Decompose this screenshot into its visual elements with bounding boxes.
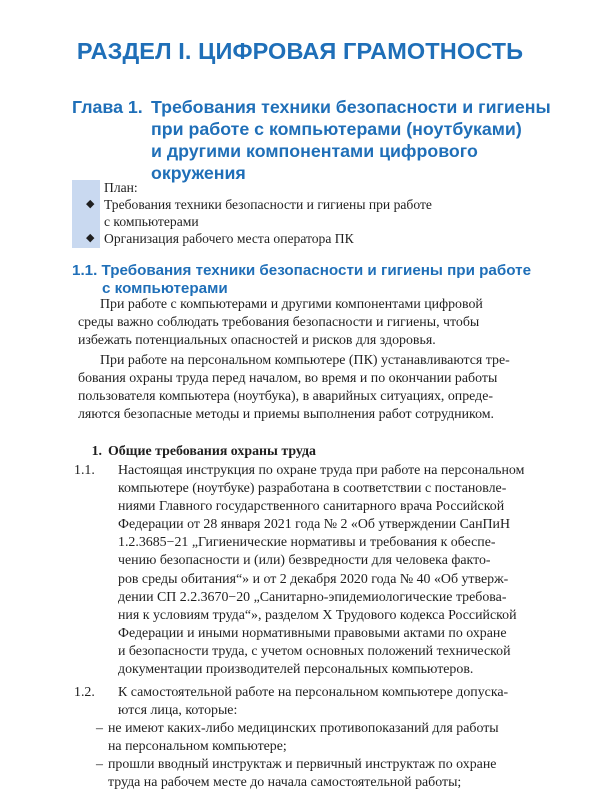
list-item <box>78 720 533 756</box>
text-line: ния к условиям труда“», разделом X Трудового кодекса Российской <box>118 607 517 623</box>
text-line: ров среды обитания“» и от 2 декабря 2020 года № 40 «Об утверж- <box>118 571 509 587</box>
item-1-2 <box>74 684 534 720</box>
subsection-heading <box>72 262 542 298</box>
item-number: 1.2. <box>74 685 95 700</box>
dash-marker: – <box>96 757 103 773</box>
dash-marker: – <box>96 721 103 736</box>
text-line: на персональном компьютере; <box>108 739 287 755</box>
requirements-list <box>78 720 533 792</box>
heading-text: Общие требования охраны труда <box>108 444 316 459</box>
plan-box <box>86 179 506 247</box>
text-line: документации производителей персональных компьютеров. <box>118 662 474 678</box>
text-line: пользователя компьютера (ноутбука), в аварийных ситуациях, опреде- <box>78 389 494 405</box>
paragraph-2 <box>78 352 533 424</box>
text-line: ляются безопасные методы и приемы выполнения работ сотрудником. <box>78 407 495 423</box>
text-line: и безопасности труда, с учетом основных положений технической <box>118 643 511 659</box>
section-title: РАЗДЕЛ I. ЦИФРОВАЯ ГРАМОТНОСТЬ <box>76 38 524 64</box>
general-requirements-heading <box>78 444 316 460</box>
text-line: труда на рабочем месте до начала самостоятельной работы; <box>108 775 462 791</box>
heading-number: 1. <box>91 444 102 459</box>
plan-item-line: с компьютерами <box>104 214 199 229</box>
subsection-line: с компьютерами <box>102 280 228 297</box>
text-line: Федерации от 28 января 2021 года № 2 «Об утверждении СанПиН <box>118 517 510 533</box>
bullet-icon: ◆ <box>86 232 95 244</box>
text-line: Настоящая инструкция по охране труда при работе на персональном <box>118 463 525 478</box>
chapter-title-line: окружения <box>151 163 246 183</box>
text-line: При работе с компьютерами и другими компонентами цифровой <box>100 297 483 312</box>
plan-item-line: Организация рабочего места оператора ПК <box>104 231 354 246</box>
chapter-number: Глава 1. <box>72 97 143 117</box>
text-line: дении СП 2.2.3670−20 „Санитарно-эпидемиологические требова- <box>118 589 507 605</box>
text-line: При работе на персональном компьютере (ПК) устанавливаются тре- <box>100 353 510 368</box>
text-line: ются лица, которые: <box>118 703 238 719</box>
text-line: чению безопасности и (или) безвредности для человека факто- <box>118 553 491 569</box>
text-line: компьютере (ноутбуке) разработана в соответствии с постановле- <box>118 481 507 497</box>
item-number: 1.1. <box>74 463 95 478</box>
paragraph-1 <box>78 296 533 350</box>
plan-item-line: Требования техники безопасности и гигиены при работе <box>104 197 432 212</box>
text-line: среды важно соблюдать требования безопасности и гигиены, чтобы <box>78 315 480 331</box>
plan-item <box>86 230 506 247</box>
text-line: не имеют каких-либо медицинских противопоказаний для работы <box>108 721 499 736</box>
text-line: ниями Главного государственного санитарного врача Российской <box>118 499 505 515</box>
chapter-title-line: при работе с компьютерами (ноутбуками) <box>151 119 522 139</box>
bullet-icon: ◆ <box>86 198 95 210</box>
chapter-heading <box>72 96 551 184</box>
text-line: прошли вводный инструктаж и первичный инструктаж по охране <box>108 757 497 773</box>
list-item <box>78 756 533 792</box>
item-1-1 <box>74 462 534 679</box>
plan-item <box>86 196 506 230</box>
text-line: Федерации и иными нормативными правовыми актами по охране <box>118 625 507 641</box>
text-line: избежать потенциальных опасностей и рисков для здоровья. <box>78 333 436 349</box>
chapter-title-line: и другими компонентами цифрового <box>151 141 478 161</box>
text-line: 1.2.3685−21 „Гигиенические нормативы и требования к обеспе- <box>118 535 496 551</box>
plan-title: План: <box>104 180 138 195</box>
subsection-line: 1.1. Требования техники безопасности и гигиены при работе <box>72 262 532 279</box>
text-line: К самостоятельной работе на персональном компьютере допуска- <box>118 685 509 700</box>
text-line: бования охраны труда перед началом, во время и по окончании работы <box>78 371 498 387</box>
chapter-title-line: Требования техники безопасности и гигиены <box>151 97 551 117</box>
